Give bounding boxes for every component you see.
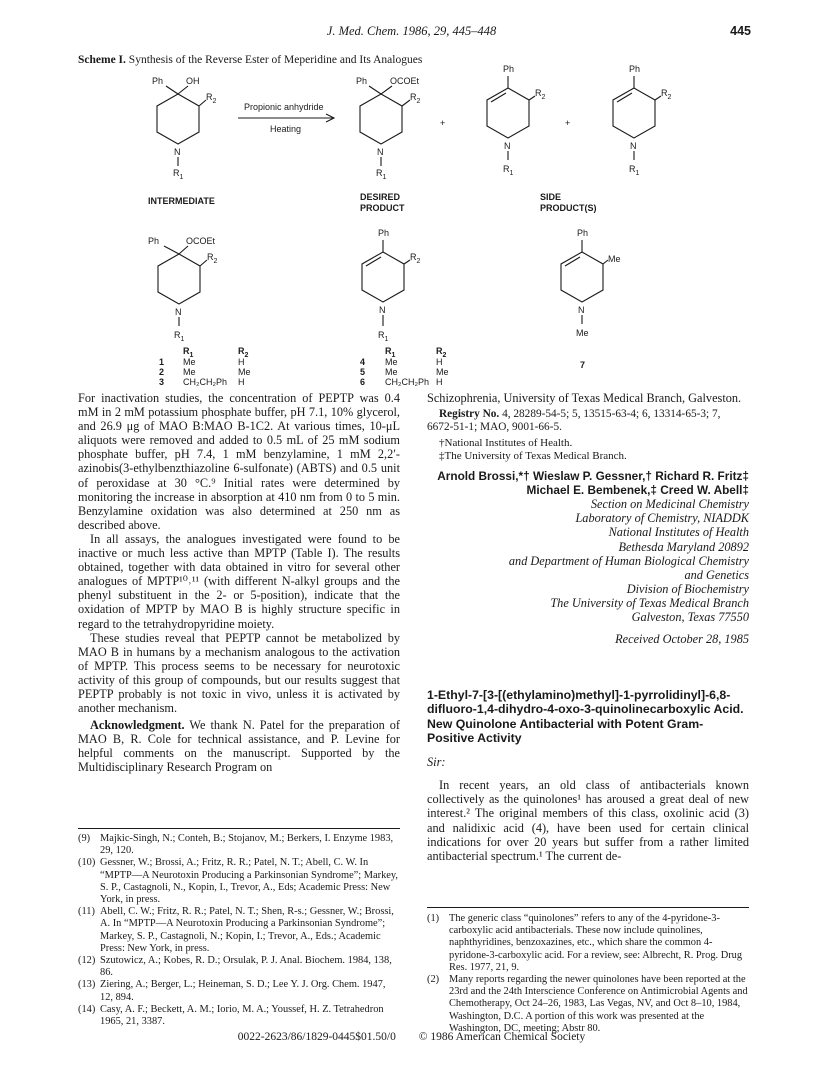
- salutation: Sir:: [427, 755, 446, 770]
- running-header: J. Med. Chem. 1986, 29, 445–448: [326, 24, 497, 38]
- svg-text:H: H: [238, 377, 245, 387]
- atom-label: N: [174, 147, 181, 157]
- table-header-r1: $R_1$: [385, 346, 396, 359]
- article-code: 0022-2623/86/1829-0445$01.50/0: [237, 1031, 396, 1043]
- atom-label: Ph: [503, 64, 515, 74]
- atom-label: N: [504, 141, 511, 151]
- svg-text:3: 3: [159, 377, 165, 387]
- atom-label: $R_2$: [207, 252, 218, 265]
- svg-text:CH₂CH₂Ph: CH₂CH₂Ph: [385, 377, 429, 387]
- atom-label: Ph: [148, 236, 160, 246]
- svg-text:H: H: [436, 377, 443, 387]
- footnote-rule: [78, 828, 400, 829]
- atom-label: $R_2$: [661, 88, 672, 101]
- condition-label: Heating: [270, 124, 302, 134]
- left-column-body: [78, 391, 400, 775]
- right-column-article: [427, 688, 749, 863]
- paragraph: These studies reveal that PEPTP cannot be metabolized by MAO B in humans by a mechanism analogous to the activation of MPTP. This process seems to be necessary for neurotoxic activity of this group of compounds, but our results suggest that PEPTP probably is not toxic in vivo, unless it is activated by another mechanism.: [78, 630, 400, 716]
- copyright: © 1986 American Chemical Society: [418, 1031, 586, 1043]
- reaction-scheme: [0, 60, 823, 387]
- caption-side: SIDE: [540, 192, 562, 202]
- reference-item: (12) Szutowicz, A.; Kobes, R. D.; Orsulak, P. J. Anal. Biochem. 1984, 138, 86.: [78, 955, 392, 979]
- reference-item: (11) Abell, C. W.; Fritz, R. R.; Patel, N. T.; Shen, R-s.; Gessner, W.; Brossi, A. In “MPTP—A Neurotoxin Producing a Parkinsonian Syndrome”; Markey, S. P., Castagnoli, N.; Kopin, I.; Trevor, A., Eds.; Academic Press: New York, in press.: [78, 906, 394, 954]
- atom-label: N: [630, 141, 637, 151]
- author-list: Arnold Brossi,*† Wieslaw P. Gessner,† Richard R. Fritz‡ Michael E. Bembenek,‡ Creed W. Abell‡: [437, 469, 749, 498]
- svg-text:Me: Me: [385, 367, 398, 377]
- reference-item: (1) The generic class “quinolones” refers to any of the 4-pyridone-3-carboxylic acid antibacterials. These now include quinolines, naphthyridines, benzoxazines, etc., which share the common 4-pyridone-3-carboxylic acid. For a review, see: Albrecht, R. Prog. Drug Res. 1977, 21, 9.: [427, 913, 743, 973]
- svg-text:H: H: [436, 357, 443, 367]
- page-number: 445: [730, 24, 751, 38]
- structure-side-product-1: [487, 64, 546, 177]
- affiliation-footnote: ‡The University of Texas Medical Branch.: [439, 450, 627, 463]
- left-references: [78, 833, 400, 1028]
- svg-text:Me: Me: [436, 367, 449, 377]
- right-references: [427, 913, 749, 1035]
- svg-text:1: 1: [159, 357, 165, 367]
- affiliations: Section on Medicinal Chemistry Laboratory of Chemistry, NIADDK National Institutes of Health Bethesda Maryland 20892 and Department of Human Biological Chemistry and Genetics Division of Biochemistry The University of Texas Medical Branch Galveston, Texas 77550: [508, 497, 749, 625]
- atom-label: $R_1$: [376, 168, 387, 181]
- atom-label: $R_2$: [410, 92, 421, 105]
- svg-text:2: 2: [159, 367, 165, 377]
- caption-desired: DESIRED: [360, 192, 401, 202]
- plus-sign: +: [440, 118, 446, 128]
- svg-text:H: H: [238, 357, 245, 367]
- atom-label: Me: [576, 328, 589, 338]
- atom-label: OCOEt: [186, 236, 216, 246]
- svg-text:Me: Me: [238, 367, 251, 377]
- registry-numbers: Registry No. 4, 28289-54-5; 5, 13515-63-4; 6, 13314-65-3; 7, 6672-51-1; MAO, 9001-66-5.: [427, 408, 721, 434]
- caption-intermediate: INTERMEDIATE: [148, 196, 215, 206]
- table-header-r1: $R_1$: [183, 346, 194, 359]
- substituent-table-a: [159, 357, 251, 387]
- atom-label: OH: [186, 76, 200, 86]
- svg-text:Me: Me: [183, 367, 196, 377]
- atom-label: N: [578, 305, 585, 315]
- paragraph: In all assays, the analogues investigated were found to be inactive or much less active than MPTP (Table I). The results obtained, together with data obtained in vitro for several other analogues of MPTP¹⁰˒¹¹ (with different N-alkyl groups and the phenyl substituent in the 2- or 5-position), indicate that the oxidation of MPTP by MAO B is highly structure specific in regard to the tetrahydropyridine moiety.: [78, 531, 400, 631]
- svg-text:4: 4: [360, 357, 366, 367]
- svg-text:CH₂CH₂Ph: CH₂CH₂Ph: [183, 377, 227, 387]
- paragraph: Schizophrenia, University of Texas Medical Branch, Galveston.: [427, 391, 742, 405]
- atom-label: $R_1$: [173, 168, 184, 181]
- compound-number: 7: [580, 360, 586, 370]
- reference-item: (9) Majkic-Singh, N.; Conteh, B.; Stojanov, M.; Berkers, I. Enzyme 1983, 29, 120.: [78, 833, 394, 857]
- atom-label: Ph: [378, 228, 390, 238]
- atom-label: $R_2$: [206, 92, 217, 105]
- page-footer: [0, 1031, 823, 1043]
- atom-label: $R_2$: [535, 88, 546, 101]
- reference-item: (10) Gessner, W.; Brossi, A.; Fritz, R. R.; Patel, N. T.; Abell, C. W. In “MPTP—A Neurotoxin Producing a Parkinsonian Syndrome”; Markey, S. P., Castagnoli, N., Kopin, I., Trevor, A., Eds; Academic Press: New York, in press.: [78, 857, 399, 906]
- atom-label: $R_2$: [410, 252, 421, 265]
- atom-label: OCOEt: [390, 76, 420, 86]
- atom-label: Ph: [629, 64, 641, 74]
- scheme-label: Scheme I.: [78, 54, 126, 66]
- acknowledgment-label: Acknowledgment.: [90, 718, 185, 733]
- atom-label: Me: [608, 254, 621, 264]
- structure-compound-7: [561, 228, 621, 338]
- reference-item: (13) Ziering, A.; Berger, L.; Heineman, S. D.; Lee Y. J. Org. Chem. 1947, 12, 894.: [78, 979, 386, 1003]
- reagent-label: Propionic anhydride: [244, 102, 324, 112]
- right-column-top: [427, 391, 749, 646]
- structure-esters-1-3: [148, 236, 218, 343]
- plus-sign: +: [565, 118, 571, 128]
- affiliation-footnote: †National Institutes of Health.: [439, 437, 573, 450]
- acknowledgment: [78, 718, 400, 774]
- acknowledgment-text: We thank N. Patel for the preparation of MAO B, R. Cole for technical assistance, and P. Levine for helpful comments on the manuscript. Supported by the Multidisciplinary Research Program on: [78, 718, 400, 775]
- structure-alkenes-4-6: [362, 228, 421, 343]
- atom-label: Ph: [152, 76, 164, 86]
- reference-item: (2) Many reports regarding the newer quinolones have been reported at the 23rd and the 24th Interscience Conference on Antimicrobial Agents and Chemotherapy, Oct 24–26, 1983, Las Vegas, NV, and Oct 8–10, 1984, Washington, D.C. A portion of this work was presented at the Washington, DC, meeting; Abstr 80.: [427, 974, 748, 1034]
- atom-label: $R_1$: [503, 164, 514, 177]
- paragraph: For inactivation studies, the concentration of PEPTP was 0.4 mM in 2 mM potassium phosphate buffer, pH 7.1, 10% glycerol, and 26.9 μg of MAO B:MAO B-1C2. At various times, 10-μL aliquots were removed and added to 0.5 mL of 25 mM sodium phosphate buffer, pH 7.4, 1 mM benzylamine, 1 mM 2,2′-azinobis(3-ethylbenzthiazoline 6-sulfonate) (ABTS) and 0.5 unit of peroxidase at 30 °C.⁹ Initial rates were determined by monitoring the increase in absorption at 410 nm from 0 to 5 min. Benzylamine oxidation was also determined at 250 nm as described above.: [78, 391, 400, 532]
- atom-label: Ph: [577, 228, 589, 238]
- atom-label: $R_1$: [174, 330, 185, 343]
- table-header-r2: $R_2$: [238, 346, 249, 359]
- svg-text:5: 5: [360, 367, 366, 377]
- svg-text:Me: Me: [183, 357, 196, 367]
- caption-desired: PRODUCT: [360, 203, 405, 213]
- structure-intermediate: [152, 76, 217, 181]
- atom-label: $R_1$: [378, 330, 389, 343]
- structure-desired-product: [356, 76, 421, 181]
- received-date: Received October 28, 1985: [615, 632, 749, 647]
- substituent-table-b: [360, 357, 449, 387]
- reference-item: (14) Casy, A. F.; Beckett, A. M.; Iorio, M. A.; Youssef, H. Z. Tetrahedron 1965, 21, 3387.: [78, 1003, 384, 1028]
- atom-label: $R_1$: [629, 164, 640, 177]
- article-title: 1-Ethyl-7-[3-[(ethylamino)methyl]-1-pyrrolidinyl]-6,8-difluoro-1,4-dihydro-4-oxo-3-quinolinecarboxylic Acid. New Quinolone Antibacterial with Potent Gram-Positive Activity: [427, 688, 744, 745]
- atom-label: N: [379, 305, 386, 315]
- table-header-r2: $R_2$: [436, 346, 447, 359]
- footnote-rule: [427, 907, 749, 908]
- atom-label: N: [377, 147, 384, 157]
- caption-side: PRODUCT(S): [540, 203, 597, 213]
- svg-text:6: 6: [360, 377, 366, 387]
- paragraph: In recent years, an old class of antibacterials known collectively as the quinolones¹ has aroused a great deal of new interest.² The original members of this class, oxolinic acid (3) and nalidixic acid (4), have been used for certain clinical indications for over 20 years but suffer from a rather limited antibacterial spectrum.¹ The current de-: [427, 778, 749, 863]
- svg-text:Me: Me: [385, 357, 398, 367]
- atom-label: N: [175, 307, 182, 317]
- scheme-title-text: Synthesis of the Reverse Ester of Meperidine and Its Analogues: [128, 54, 423, 66]
- atom-label: Ph: [356, 76, 368, 86]
- structure-side-product-2: [613, 64, 672, 177]
